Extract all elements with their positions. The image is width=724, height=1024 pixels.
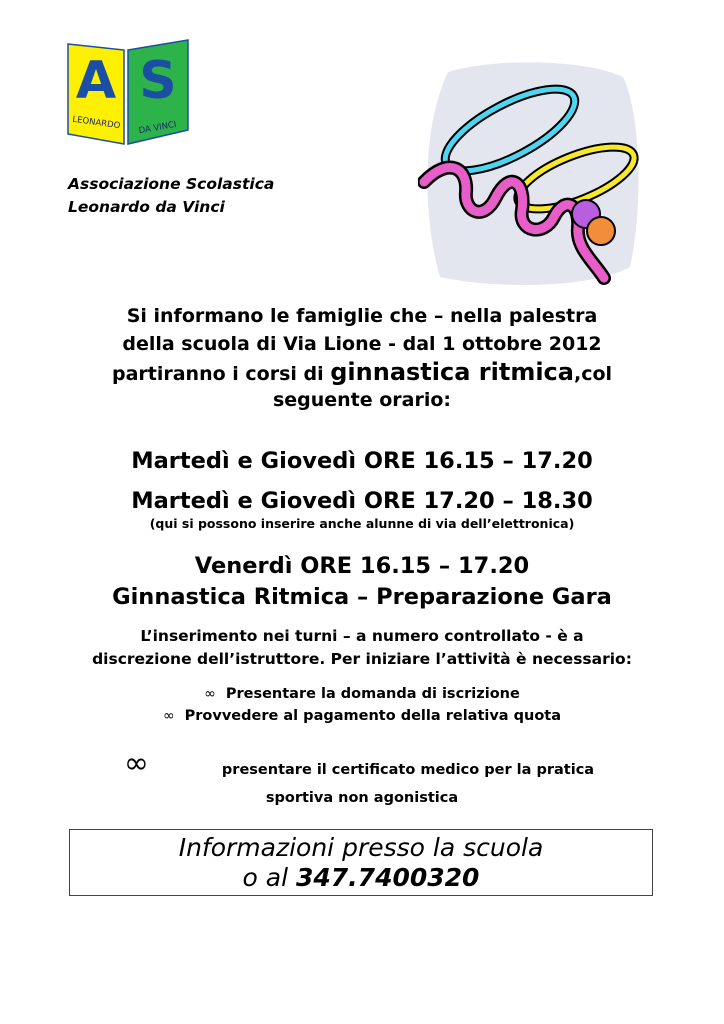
infinity-bullet-icon: ∞ xyxy=(204,686,216,702)
schedule-slot-2: Martedì e Giovedì ORE 17.20 – 18.30 xyxy=(131,488,593,514)
info-line2-prefix: o al xyxy=(242,863,296,892)
intro-line4: seguente orario: xyxy=(272,389,452,411)
logo-letter-a: A xyxy=(75,51,117,111)
logo-text-left: LEONARDO xyxy=(71,114,121,132)
info-line2 xyxy=(70,863,652,893)
info-line1: Informazioni presso la scuola xyxy=(178,833,544,862)
intro-line2: della scuola di Via Lione - dal 1 ottobre 2012 xyxy=(122,333,602,355)
association-name-line1: Associazione Scolastica xyxy=(68,175,275,193)
schedule-slot-3: Venerdì ORE 16.15 – 17.20 xyxy=(194,553,530,579)
requirement-item-1-text: Presentare la domanda di iscrizione xyxy=(225,686,520,702)
infinity-bullet-icon: ∞ xyxy=(124,746,149,781)
phone-number: 347.7400320 xyxy=(296,863,480,892)
intro-line3-post: ,col xyxy=(573,363,613,385)
logo-letter-s: S xyxy=(139,51,177,111)
requirement-item-2-text: Provvedere al pagamento della relativa quota xyxy=(184,708,562,724)
schedule-slot-3-description: Ginnastica Ritmica – Preparazione Gara xyxy=(112,584,612,610)
requirement-item-3-line1: presentare il certificato medico per la pratica xyxy=(221,762,595,778)
association-name-line2: Leonardo da Vinci xyxy=(68,198,225,216)
contact-info-box xyxy=(69,829,653,896)
intro-line1: Si informano le famiglie che – nella palestra xyxy=(126,305,598,327)
requirement-item-2 xyxy=(0,708,724,724)
gymnastics-hoops-ribbon-balls-icon xyxy=(418,52,644,292)
requirement-item-3-line2: sportiva non agonistica xyxy=(265,790,459,806)
notice-line1: L’inserimento nei turni – a numero controllato - è a xyxy=(140,627,584,645)
association-logo xyxy=(66,38,190,146)
logo-text-right: DA VINCI xyxy=(138,119,178,137)
intro-line3-pre: partiranno i corsi di xyxy=(111,363,331,385)
schedule-slot-2-note: (qui si possono inserire anche alunne di via dell’elettronica) xyxy=(149,516,575,531)
intro-line3 xyxy=(0,358,724,388)
schedule-slot-1: Martedì e Giovedì ORE 16.15 – 17.20 xyxy=(131,448,593,474)
infinity-bullet-icon: ∞ xyxy=(162,708,175,724)
notice-line2: discrezione dell’istruttore. Per iniziare l’attività è necessario: xyxy=(92,650,632,668)
course-name: ginnastica ritmica xyxy=(330,358,574,386)
requirement-item-1 xyxy=(0,686,724,702)
